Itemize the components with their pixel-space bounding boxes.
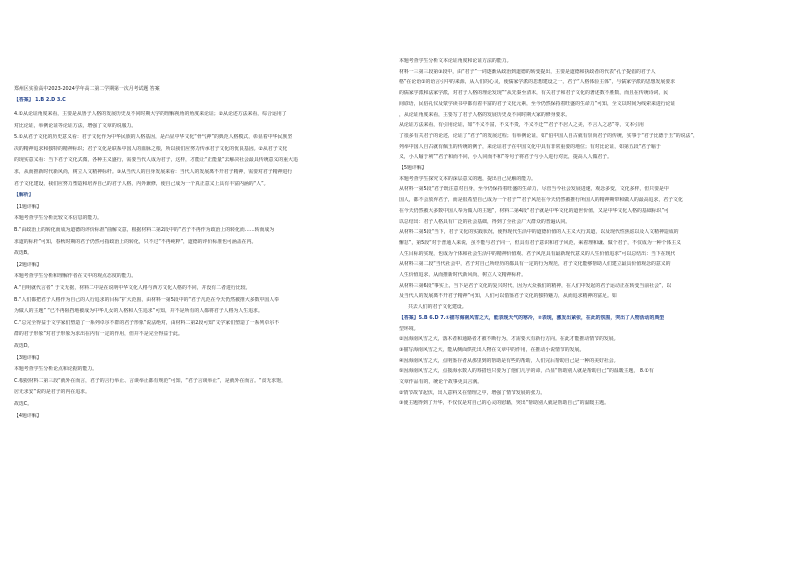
text-line: 从材料一第5段“君子既注意对自身，至今仍保持着旺盛的生命力，尽管当今社会发展进速，观念多变，文化多样，但只要是中	[399, 186, 669, 193]
text-line: 故选C。	[14, 401, 33, 407]
text-line: 【2题详解】	[14, 261, 42, 268]
text-line: 人生目标的实现，也成为个体和社会生活中的精神价值观、君子风范具有最新现代意义的人生价值追求”可以总结出：当下在现代	[399, 250, 676, 257]
text-line: A.“自明就代言者” 于文无据，材料二中是在说明中华文化人格与西方文化人格的不同，并没有二者进行比较。	[14, 285, 251, 291]
text-line: 从材料二第5段“当下，君子文化的实践状况，使得现代生活中的道德价值的人主义大行其道，以及现代性焦虑以及人文精神造成的	[399, 229, 679, 236]
answer-key-values: 1.B 2.D 3.C	[35, 97, 66, 103]
text-line: ③使主题得到了升华，不仅仅是对自己的心灵的慰藉，突出“帮助别人就是帮助自己”的温暖主题。	[399, 400, 609, 407]
text-line: 列举中国人自古就有佩玉的传统的例子，来论证君子在中国文化中具有非常重要的地位；有对比论证，如第五段“君子喻于	[399, 143, 661, 150]
text-line: 本题考查学生分析文本论证角度和论证方法的能力。	[399, 58, 512, 64]
text-line: 求道的标杆”可知，春秋时期的君子仍然可指政治上的转化，只不过“不再纯粹”，道德的评价标准也可涵盖在内。	[14, 238, 257, 245]
text-line: 为做人的主题” “已不再阻挡地被成为中华儿女的人格和人生追求”可知，并不是所有的人都将君子人格为人生追求。	[14, 308, 263, 315]
text-line: 本题考查学生分析论点和论据的能力。	[14, 366, 98, 373]
text-line: 义，小人喻于利”“君子和而不同，小人同而不和”等句子将君子与小人进行对比，提高人人做君子。	[399, 154, 613, 161]
text-line: 的儒家学派和法家学派，对君子人格的理论发现”“从先秦至清末，有关君子和君子文化的著述数不胜数，而且在传统诗词，民	[399, 90, 669, 97]
text-line: 本题考查学生分析和理解作者在文中的观点态度的能力。	[14, 273, 137, 280]
text-line: ③描写海南风雪之大，能从侧面烘托出人物在文章中的作用，在推动小说情节的发展。	[399, 346, 585, 353]
text-line: 的现实意义看：当下君子文化式微，各种主义盛行，需要当代人成为君子，这样，才能让“正能量”去解决社会最具传统意义的重大追	[14, 157, 298, 164]
text-line: 了很多有关君子的论述，论证了“君子”的发展过程；有举例论证，如“伯中国人自古就有崇尚君子的传统，实事于“君子比德于玉”的说法”，	[399, 132, 698, 139]
text-line: 故选D。	[14, 343, 33, 349]
answer-key-label: 【答案】	[14, 97, 34, 103]
text-line: 君子文化建设，我们应努力塑造和培养自己的君子人格，内外兼修，使自己成为一个真正意义上具有丰富内涵的“人”。	[14, 180, 269, 187]
text-line: 型环境。	[399, 325, 419, 332]
text-line: 本题考查学生探究文本的深层意义的题，提出自己见解的能力。	[399, 175, 536, 182]
text-line: 居无求安”说的是君子的内在追求。	[14, 389, 90, 396]
text-line: 懈怠”，第5段“对于普通人来说，虽不能与君子同一，但具有君子意识和君子风范，乘着理和谦、做个君子，不仅成为一种个体主义	[399, 239, 682, 246]
text-line: 人生价值追求，从而推新时代新风尚，树立人文精神标杆。	[399, 272, 527, 278]
text-line: B.“人们都把君子人格作为自己的人行追求的目标”扩大范围，由材料一第5段中的“君子凡范在今天仍然被推大多数中国人奉	[14, 296, 280, 303]
answer-key-line	[14, 97, 66, 104]
text-line: C.根据材料二第三段“就外在而言，君子的言行举止、言谈举止都有规范”可知，“君子言谈举止”，是就外在而言。“食无求饱，	[14, 377, 286, 384]
text-line: 格”在论语①的语言引中的来源，从人们的心灵，使儒家学派的思想建设之一，君子“人格体验主体”，与儒家学派的思想发展要求	[399, 79, 676, 86]
text-line: 群的君子形象”对君子形象为求出在内有一定的作用，但并不是完全得益于此。	[14, 331, 183, 338]
text-line: 共去人们的君子文化建设。	[408, 304, 467, 311]
text-line: 求，从而推新时代新风尚，树立人文精神标杆。③从当代人的自身发展来看：当代人的发展离不开君子精神，需要对君子精神进行	[14, 169, 293, 175]
text-line: 【4题详解】	[14, 412, 42, 419]
text-line: ②情节故节起伏，出人意料又在情理之中，增强了情节发展的张力。	[399, 389, 546, 396]
text-line: 故选B。	[14, 250, 33, 257]
text-line: 对比论证，举例论证等论证方法，增强了文章的说服力。	[14, 122, 137, 129]
text-line: 【1题详解】	[14, 203, 42, 210]
text-line: 【3题详解】	[14, 354, 42, 361]
text-line: 间谚语，民俗礼仪及蒙学读书中都有着丰富的君子文化元素，至今仍然保持着旺盛的生命力”可知，全文以时间为线索来进行论证	[399, 100, 676, 107]
text-line: 国人，都不会放弃君子，而是很希望自己成为一个君子”“君子风范在今天仍然被推行所国人的精神期带和做人的最高追求，君子文化	[399, 197, 683, 204]
text-line: 及当代人的发展离不开君子精神”可知，人们可以借鉴君子文化的独特魅力，从而追求精神的富足。如	[399, 293, 617, 300]
text-line: 从材料三第二段“当代社会中，君子对自己所经历的都具有一定的行为规范，君子文化能够帮助人们建立最具价值观念的意义的	[399, 261, 671, 268]
text-line: ②因海南风雪之大，落木者和通路者才被不断行为，才需要大有新行方向。在此才能推动情节的发展。	[399, 336, 619, 343]
text-line: 【解析】	[14, 192, 34, 199]
text-line: 【5题详解】	[399, 165, 427, 171]
text-line: 【答案】5.B 6.D 7.①描写海南风雪之大，能表现天气的寒冷，②表现，激发出紧张，在此的氛围，突出了人物活动的典型	[399, 314, 665, 321]
text-line: ⑤因海南风雪之大，点拨海水数人的筹措也只要为了他们几乎的命，凸显“帮助别人就是帮助自己”的温暖主题， 8.①有	[399, 368, 654, 375]
text-line: 材料一三第三段第③段中，由“君子”一词逐渐从政治到道德的转变提出，主要是道德和执政者的代表“孔子提倡的君子人	[399, 68, 656, 75]
document-title: 郑州区实验高中2023-2024学年高二第二学期第一次月考试题 答案	[14, 86, 160, 92]
text-line: 文章作品有的，统论个故事更具言满。	[399, 379, 483, 385]
text-line: ④因海南风雪之大，点明鉴存者从那里到的帮助是有些的帮助，人们完后帮助自己是一种的美好社会。	[399, 357, 619, 364]
text-line: 从论证方法来看，有引用论证，如“不义不富，不义不贵，不义不迁”“君子不居人之美，不言人之恶”等，文本引用	[399, 122, 644, 129]
text-line: 决的精神追求和独特的精神标识；君子文化是联系中国人的血脉之根，所以我们应努力传承君子文化的优良基因。②从君子文化	[14, 145, 288, 152]
text-line: C.“总完全得益于文学家们塑造了一系列卓尔不群的君子形象”说法绝对，由材料二第2段可知“文学家们塑造了一系列卓尔不	[14, 319, 280, 326]
text-line: 4.①从论证角度来看，主要是从鲁子人格的发展历史及不同时期大学的理解视角的角度来论证；②从论述方法来看，综合运用了	[14, 111, 287, 117]
text-line: B.“由政治上的转化而成为道德的评价标准”曲解文意，根据材料二第2段中的“君子不再作为政治上的转化而……转而成为	[14, 227, 275, 233]
text-line: 本题考查学生分析比较文本信息的能力。	[14, 215, 103, 222]
text-line: 5.①从君子文化的历史意义看：君子文化作为中华民族的人格基因，是凸显中华文化“骨气神”的典范人格模式，彰显着中华民族坚	[14, 134, 293, 141]
text-line: ，从论证角度来看，主要写了君子人格的发展历史及不同时期大家的修身要求。	[399, 111, 571, 118]
text-line: 从材料三第6段“事实上，当下是君子文化的复兴时代，因为大众我们的精神，在人们中发起的君子运动正在转变当前社会”，以	[399, 282, 672, 289]
text-line: 以总结出：君子人格具有广泛的社会基础，得到了全社会广大群众的普遍认同。	[399, 218, 571, 225]
text-line: 在今天仍然被大多数中国人奉为做人的主题”，材料二第4段“君子就是中华文化的道世价值，又是中华文化人格的基础标识”可	[399, 207, 669, 214]
